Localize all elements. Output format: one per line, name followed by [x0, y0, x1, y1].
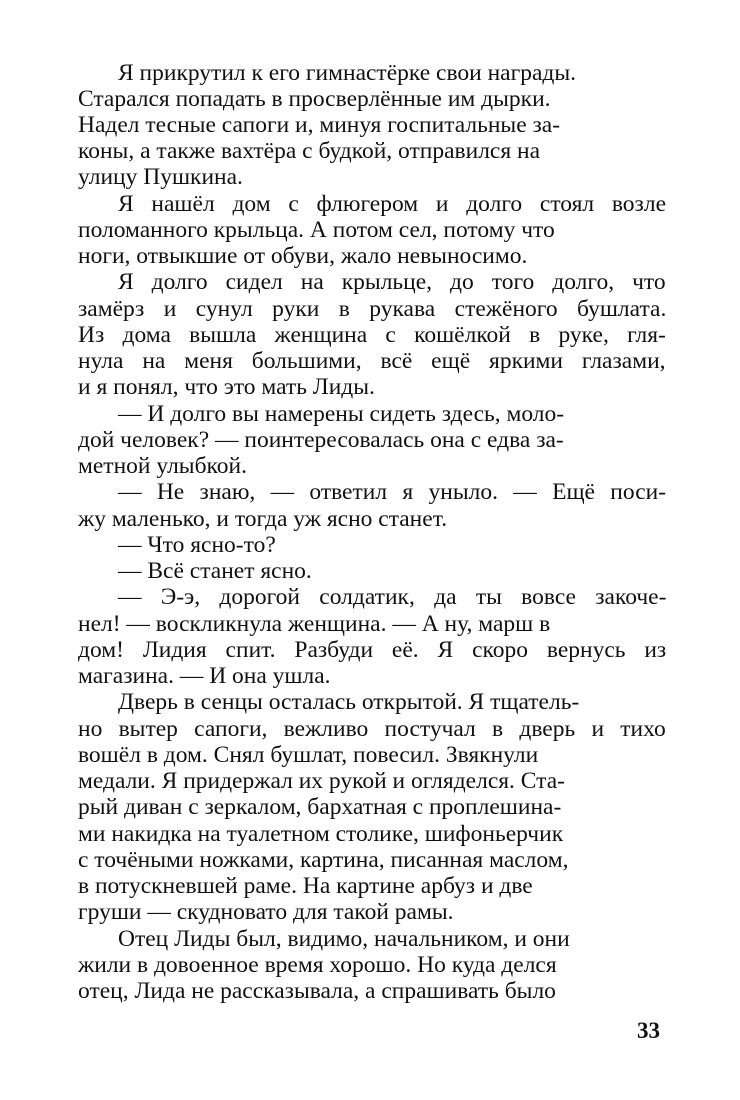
text-line: с точёными ножками, картина, писанная маслом, — [78, 847, 569, 873]
text-line: метной улыбкой. — [78, 453, 247, 479]
text-line: в потускневшей раме. На картине арбуз и две — [78, 873, 533, 899]
text-line: магазина. — И она ушла. — [78, 663, 331, 689]
text-line: Я долго сидел на крыльце, до того долго, что — [118, 269, 666, 295]
text-line: Старался попадать в просверлённые им дырки. — [78, 86, 551, 112]
text-line: груши — скудновато для такой рамы. — [78, 899, 454, 925]
text-line: жили в довоенное время хорошо. Но куда делся — [78, 952, 557, 978]
text-line: и я понял, что это мать Лиды. — [78, 374, 375, 400]
text-line: ми накидка на туалетном столике, шифоньерчик — [78, 821, 564, 847]
text-line: Отец Лиды был, видимо, начальником, и они — [118, 926, 570, 952]
text-line: — Всё станет ясно. — [118, 558, 312, 584]
text-line: Надел тесные сапоги и, минуя госпитальные за- — [78, 112, 561, 138]
text-line: Из дома вышла женщина с кошёлкой в руке, гля- — [78, 322, 666, 348]
text-line: вошёл в дом. Снял бушлат, повесил. Звякнули — [78, 742, 539, 768]
text-line: замёрз и сунул руки в рукава стежёного бушлата. — [78, 296, 667, 322]
text-line: но вытер сапоги, вежливо постучал в дверь и тихо — [78, 716, 666, 742]
text-line: — Э-э, дорогой солдатик, да ты вовсе закоче- — [118, 584, 667, 610]
text-line: — Не знаю, — ответил я уныло. — Ещё поси- — [118, 479, 667, 505]
text-line: рый диван с зеркалом, бархатная с проплешина- — [78, 794, 562, 820]
text-line: — И долго вы намерены сидеть здесь, моло- — [118, 401, 565, 427]
text-line: — Что ясно-то? — [118, 532, 276, 558]
text-line: Дверь в сенцы осталась открытой. Я тщатель- — [118, 689, 580, 715]
text-line: Я нашёл дом с флюгером и долго стоял возле — [118, 191, 667, 217]
page-number: 33 — [637, 1018, 660, 1043]
text-line: отец, Лида не рассказывала, а спрашивать было — [78, 978, 556, 1004]
text-line: ноги, отвыкшие от обуви, жало невыносимо. — [78, 243, 528, 269]
text-line: Я прикрутил к его гимнастёрке свои награды. — [118, 60, 577, 86]
text-line: коны, а также вахтёра с будкой, отправился на — [78, 138, 541, 164]
text-line: улицу Пушкина. — [78, 164, 243, 190]
text-line: жу маленько, и тогда уж ясно станет. — [78, 506, 448, 532]
text-line: поломанного крыльца. А потом сел, потому что — [78, 217, 555, 243]
text-line: дой человек? — поинтересовалась она с едва за- — [78, 427, 564, 453]
text-line: нел! — воскликнула женщина. — А ну, марш в — [78, 611, 551, 637]
text-line: дом! Лидия спит. Разбуди её. Я скоро вернусь из — [78, 637, 667, 663]
text-line: медали. Я придержал их рукой и огляделся. Ста- — [78, 768, 565, 794]
text-line: нула на меня большими, всё ещё яркими глазами, — [78, 348, 666, 374]
book-page — [78, 58, 666, 1068]
